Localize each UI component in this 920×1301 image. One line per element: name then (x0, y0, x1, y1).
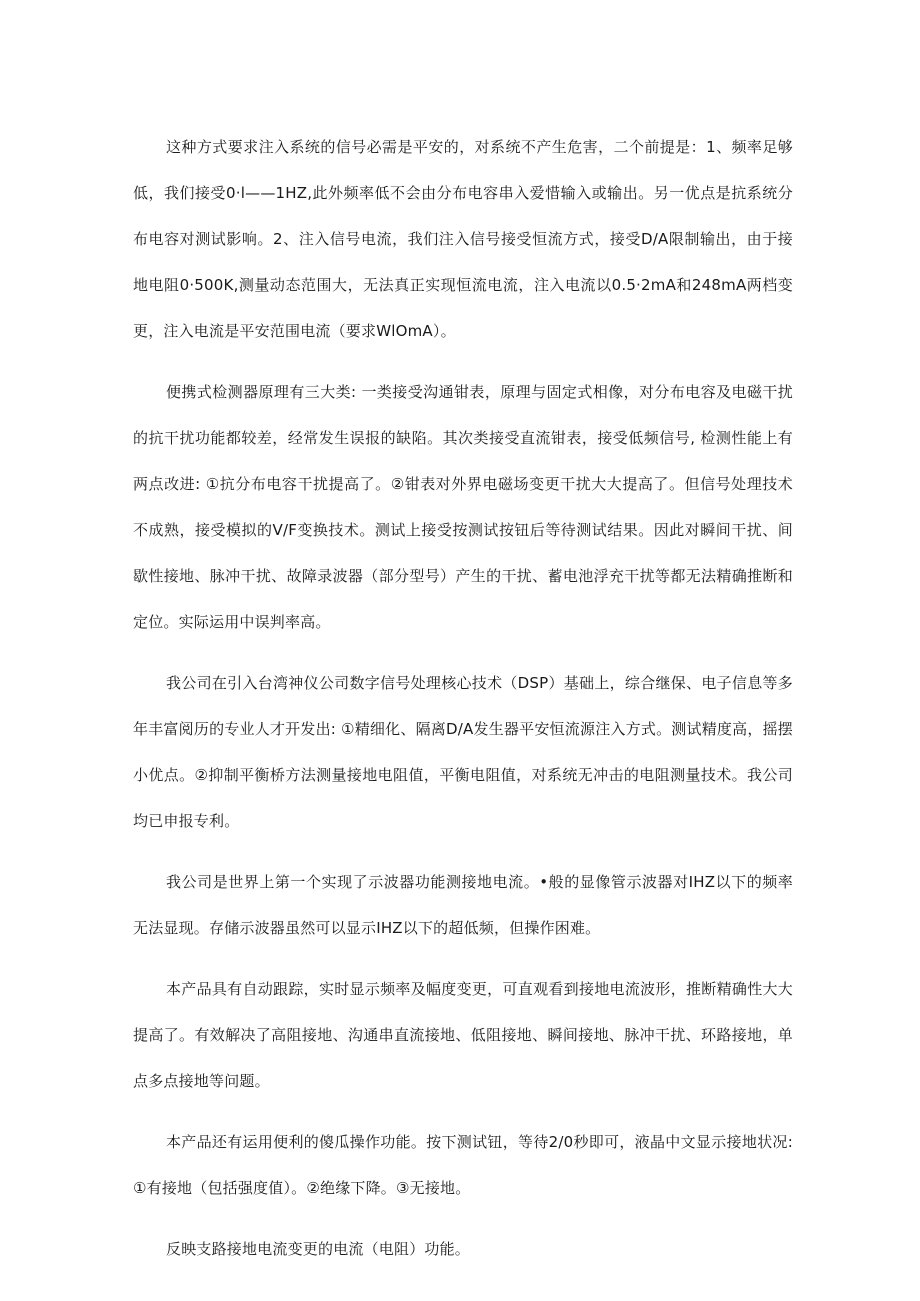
paragraph-branch-current: 反映支路接地电流变更的电流（电阻）功能。 (166, 1240, 471, 1258)
paragraph-one-key-operation: 本产品还有运用便利的傻瓜操作功能。按下测试钮，等待2/0秒即可，液晶中文显示接地状况: ①有接地（包括强度值）。②绝缘下降。③无接地。 (133, 1133, 793, 1197)
paragraph-dsp-technology: 我公司在引入台湾神仪公司数字信号处理核心技术（DSP）基础上，综合继保、电子信息等多年丰富阅历的专业人才开发出: ①精细化、隔离D/A发生器平安恒流源注入方式。测试精度高，摇摆小优点。②抑制平衡桥方法测量接地电阻值，平衡电阻值，对系统无冲击的电阻测量技术。我公司均已申报专利。 (133, 674, 793, 830)
paragraph-signal-injection: 这种方式要求注入系统的信号必需是平安的，对系统不产生危害，二个前提是：1、频率足够低，我们接受0·l——1HZ,此外频率低不会由分布电容串入爱惜输入或输出。另一优点是抗系统分布电容对测试影响。2、注入信号电流，我们注入信号接受恒流方式，接受D/A限制输出，由于接地电阻0·500K,测量动态范围大，无法真正实现恒流电流，注入电流以0.5·2mA和248mA两档变更，注入电流是平安范围电流（要求WlOmA）。 (133, 138, 793, 340)
paragraph-portable-detector: 便携式检测器原理有三大类: 一类接受沟通钳表，原理与固定式相像，对分布电容及电磁干扰的抗干扰功能都较差，经常发生误报的缺陷。其次类接受直流钳表，接受低频信号, 检测性能上有两点改进: ①抗分布电容干扰提高了。②钳表对外界电磁场变更干扰大大提高了。但信号处理技术不成熟，接受模拟的V/F变换技术。测试上接受按测试按钮后等待测试结果。因此对瞬间干扰、间歇性接地、脉冲干扰、故障录波器（部分型号）产生的干扰、蓄电池浮充干扰等都无法精确推断和定位。实际运用中误判率高。 (133, 383, 793, 631)
paragraph-auto-tracking: 本产品具有自动跟踪，实时显示频率及幅度变更，可直观看到接地电流波形，推断精确性大大提高了。有效解决了高阻接地、沟通串直流接地、低阻接地、瞬间接地、脉冲干扰、环路接地，单点多点接地等问题。 (133, 980, 793, 1090)
document-body (133, 124, 793, 1287)
paragraph-oscilloscope: 我公司是世界上第一个实现了示波器功能测接地电流。•般的显像管示波器对IHZ以下的频率无法显现。存储示波器虽然可以显示IHZ以下的超低频，但操作困难。 (133, 873, 793, 937)
